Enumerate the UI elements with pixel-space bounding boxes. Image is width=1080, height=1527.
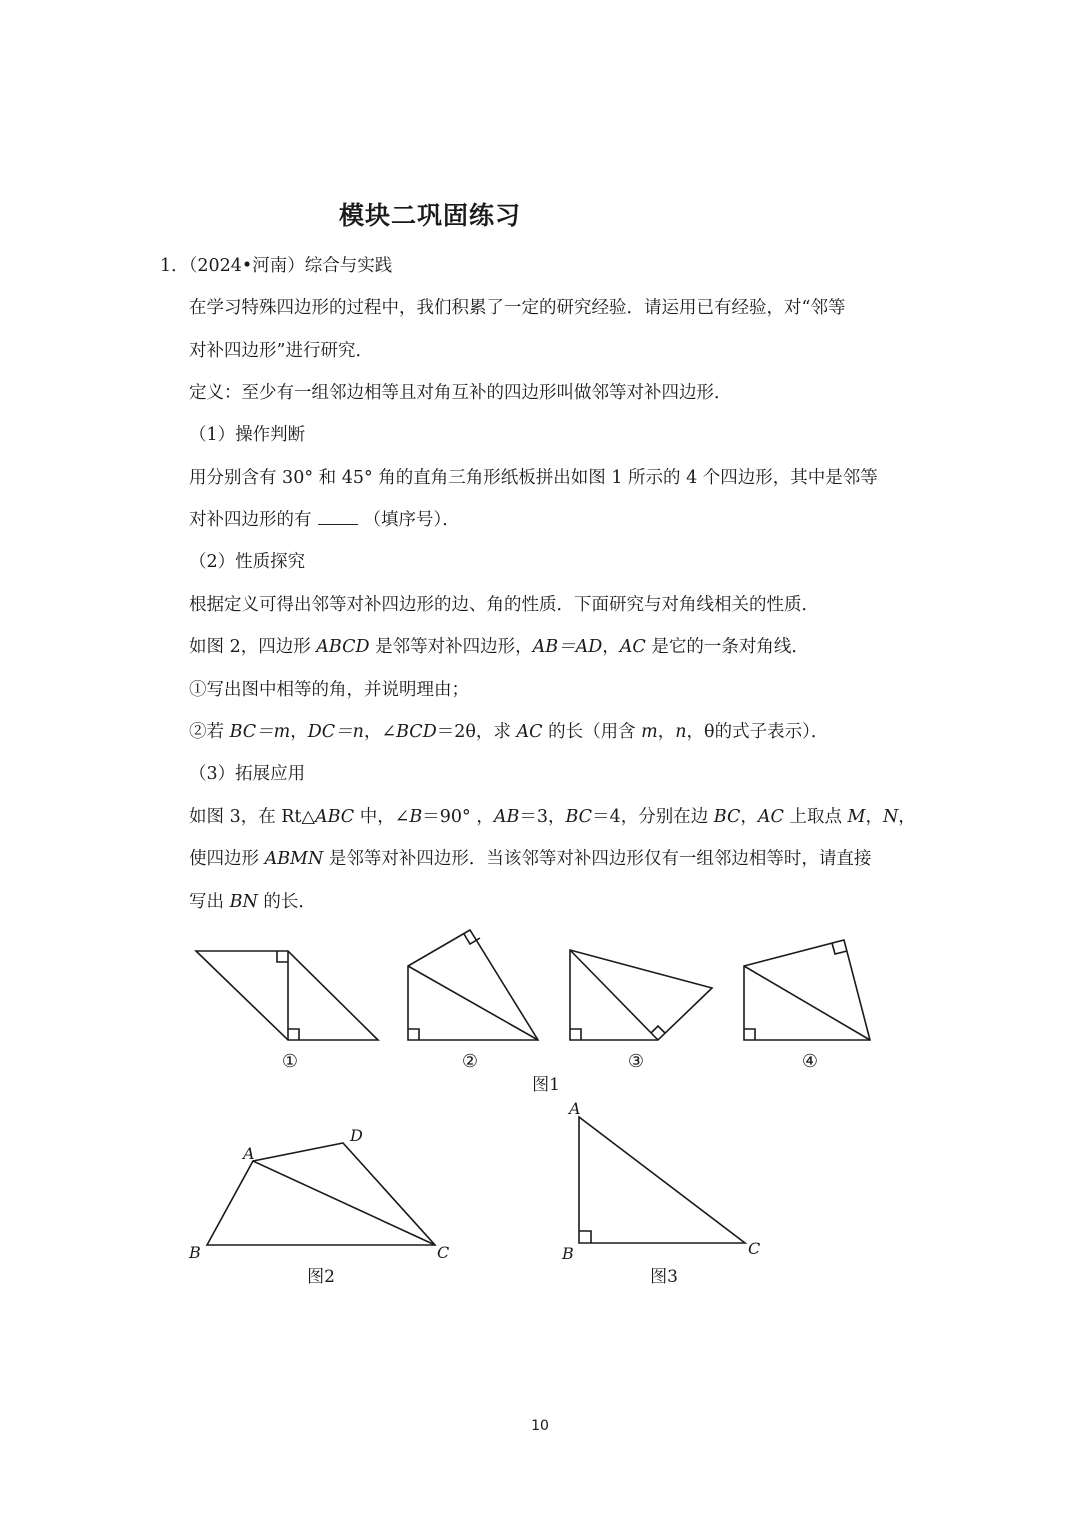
fig1-label-4: ④ <box>801 1051 819 1072</box>
fig3-triangle <box>579 1117 745 1243</box>
part2-title: （2）性质探究 <box>189 552 306 572</box>
text-run: ， <box>865 807 883 827</box>
fig2-point-d: D <box>350 1126 363 1145</box>
fig2-point-b: B <box>189 1243 201 1262</box>
text-run: 使四边形 <box>189 849 265 869</box>
text-run: 的长（用含 <box>542 722 642 742</box>
math-bcd: BCD <box>396 722 437 742</box>
text-run: 中，∠ <box>354 807 410 827</box>
fig1-label-3: ③ <box>627 1051 645 1072</box>
math-bc: BC <box>713 807 741 827</box>
part3-title: （3）拓展应用 <box>189 764 306 784</box>
text-run: 的长． <box>257 892 316 912</box>
text-run: ， <box>740 807 758 827</box>
math-ac: AC <box>619 637 646 657</box>
question-topic: 综合与实践 <box>304 256 393 276</box>
fig2-caption: 图2 <box>307 1267 335 1287</box>
math-ab: AB <box>493 807 520 827</box>
text-run: ，θ的式子表示）． <box>686 722 829 742</box>
part1-text-2b: （填序号）． <box>363 510 460 530</box>
text-run: 是邻等对补四边形， <box>369 637 533 657</box>
intro-line-1: 在学习特殊四边形的过程中，我们积累了一定的研究经验．请运用已有经验，对“邻等 <box>189 298 846 318</box>
fig1-shape-4 <box>744 940 870 1040</box>
intro-line-2: 对补四边形”进行研究． <box>189 341 373 361</box>
text-run: ， <box>657 722 676 742</box>
fig1-label-1: ① <box>281 1051 299 1072</box>
fig2-quadrilateral <box>207 1143 435 1245</box>
math-ab-eq-ad: AB＝AD <box>532 637 603 657</box>
page-title: 模块二巩固练习 <box>338 201 521 230</box>
text-run: ， <box>602 637 620 657</box>
math-ac: AC <box>516 722 543 742</box>
text-run: ＝90° ， <box>422 807 494 827</box>
part2-text: 根据定义可得出邻等对补四边形的边、角的性质．下面研究与对角线相关的性质． <box>189 595 819 615</box>
math-dc: DC＝n <box>307 722 364 742</box>
text-run: ＝4，分别在边 <box>592 807 714 827</box>
fig3-caption: 图3 <box>650 1267 678 1287</box>
math-ac: AC <box>757 807 784 827</box>
math-abcd: ABCD <box>316 637 370 657</box>
part1-title: （1）操作判断 <box>189 425 306 445</box>
part1-text-2a: 对补四边形的有 <box>189 510 312 530</box>
math-n: n <box>675 722 687 742</box>
fig1-shape-3 <box>570 950 712 1040</box>
text-run: ＝3， <box>519 807 566 827</box>
math-b: B <box>409 807 423 827</box>
math-bc: BC＝m <box>229 722 291 742</box>
text-run: ， <box>290 722 308 742</box>
fig1-shape-1 <box>196 951 378 1040</box>
text-run: ，∠ <box>363 722 397 742</box>
question-source: （2024•河南） <box>188 256 305 276</box>
text-run: 写出 <box>189 892 230 912</box>
math-abc: ABC <box>314 807 355 827</box>
math-bc: BC <box>565 807 593 827</box>
fig3-point-b: B <box>562 1244 574 1263</box>
fig1-label-2: ② <box>461 1051 479 1072</box>
part1-text-1: 用分别含有 30° 和 45° 角的直角三角形纸板拼出如图 1 所示的 4 个四边形，其中是邻等 <box>189 468 878 488</box>
fig1-shape-2 <box>408 930 538 1040</box>
fig3-point-c: C <box>748 1239 761 1258</box>
part2-item-1: ①写出图中相等的角，并说明理由； <box>189 680 469 700</box>
fig3-point-a: A <box>569 1099 581 1118</box>
text-run: 如图 2，四边形 <box>189 637 317 657</box>
text-run: ②若 <box>189 722 230 742</box>
text-run: 是它的一条对角线． <box>645 637 809 657</box>
text-run: 如图 3，在 Rt△ <box>189 807 315 827</box>
fig2-point-a: A <box>243 1144 255 1163</box>
definition: 定义：至少有一组邻边相等且对角互补的四边形叫做邻等对补四边形． <box>189 383 732 403</box>
math-bn: BN <box>229 892 258 912</box>
fig1-caption: 图1 <box>532 1075 560 1095</box>
text-run: 是邻等对补四边形．当该邻等对补四边形仅有一组邻边相等时，请直接 <box>323 849 872 869</box>
text-run: ＝2θ，求 <box>436 722 517 742</box>
math-m: m <box>641 722 658 742</box>
fig2-point-c: C <box>437 1243 450 1262</box>
math-n: N <box>882 807 899 827</box>
page-number: 10 <box>531 1418 549 1434</box>
question-number: 1． <box>160 256 189 276</box>
text-run: 上取点 <box>783 807 848 827</box>
math-abmn: ABMN <box>264 849 324 869</box>
math-m: M <box>847 807 866 827</box>
text-run: ， <box>898 807 916 827</box>
